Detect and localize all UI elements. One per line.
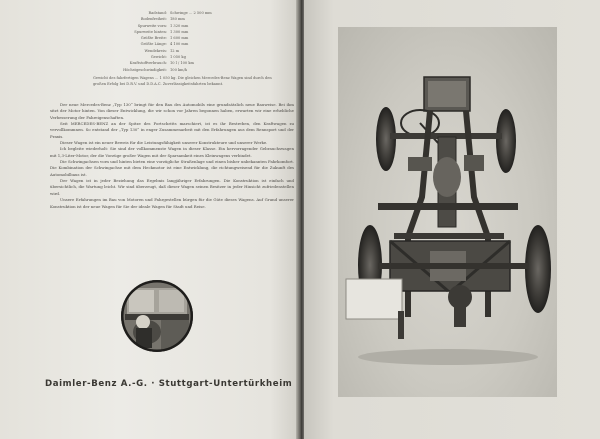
spec-value: 12 m — [170, 48, 180, 53]
body-paragraph: Seit MERCEDES-BENZ an der Spitze des Fortschritts marschiert, ist es ihr Bestreben, den Kraftwagen zu vervollkommnen. So entstand der „Typ 130“ in enger Zusammenarbeit mit den Erfahrungen aus dem Rennsport und der Praxis. — [50, 121, 294, 139]
spec-value: 180 mm — [170, 17, 185, 22]
body-text — [50, 102, 294, 210]
spec-value: 1 600 mm — [170, 36, 189, 41]
specifications-table — [85, 10, 285, 88]
spec-key: Wendekreis: — [144, 48, 167, 53]
spec-value: 1 320 mm — [170, 23, 189, 28]
body-paragraph: Ich begleite wiederholt: Sie sind der vollkommenste Wagen in dieser Klasse. Ein hervorragender Gebrauchswagen mit 1,3-Liter-Motor, der die Vorzüge großer Wagen mit der Sparsamkeit eines Kleinwagens verbindet. — [50, 146, 294, 158]
spec-value: 1 300 mm — [170, 29, 189, 34]
spec-row — [85, 67, 285, 73]
spec-value: 1 050 kg — [170, 55, 186, 60]
front-right-wheel — [496, 109, 516, 173]
spec-value: 4 100 mm — [170, 42, 189, 47]
chassis-photo-plate — [338, 27, 557, 397]
spec-key: Radstand: — [148, 11, 167, 15]
publisher-footer: Daimler-Benz A.-G. · Stuttgart-Untertürkheim — [45, 379, 293, 389]
spec-key: Kraftstoffverbrauch: — [129, 61, 167, 66]
spec-value: 100 km/h — [170, 67, 188, 72]
spec-key: Größte Länge: — [140, 42, 167, 47]
spec-note: Gewicht des fahrfertigen Wagens ... 1 050 kg. Die gleichen Mercedes-Benz Wagen sind durch den großen Erfolg bei D.R.V. und D.D.A.C. Zuverlässigkeitsfahrten bekannt. — [93, 75, 272, 87]
spec-value: 10 l / 100 km — [170, 61, 194, 66]
spec-key: Spurweite vorn: — [137, 23, 167, 28]
body-paragraph: Die Schwingachsen vorn und hinten bieten eine vorzügliche Straßenlage und einen bisher unbekannten Fahrkomfort. Die Kombination der Schwingachse mit dem Heckmotor ist eine Entwicklung, die richtungweisend für die Zukunft des Automobilbaus ist. — [50, 159, 294, 177]
chassis-photo — [338, 27, 557, 397]
spec-key: Größte Breite: — [140, 36, 167, 41]
body-paragraph: Unsere Erfahrungen im Bau von Motoren und Fahrgestellen bürgen für die Güte dieses Wagens. Auf Grund unserer Konstruktion ist der neue Wagen für Sie der ideale Wagen für Stadt und Reise. — [50, 197, 294, 209]
rear-right-wheel — [525, 225, 551, 313]
spec-key: Höchstgeschwindigkeit: — [123, 67, 167, 72]
spec-key: Spurweite hinten: — [134, 29, 167, 34]
spec-value: Schwinge ... 2 500 mm — [170, 11, 212, 15]
interior-photo — [121, 280, 193, 352]
body-paragraph: Der Wagen ist in jeder Beziehung das Ergebnis langjähriger Erfahrungen. Die Konstruktion ist einfach und übersichtlich, die Wartung leicht. Wir sind überzeugt, daß dieser Wagen seinen Besitzer in jeder Hinsicht zufriedenstellen wird. — [50, 178, 294, 196]
body-paragraph: Der neue Mercedes-Benz „Typ 130“ bringt für den Bau des Automobils eine grundsätzlich neue Bauweise. Bei ihm sitzt der Motor hinten. Von dieser Entwicklung, die wir schon vor Jahren begonnen haben, erwarten wir eine erhebliche Verbesserung der Fahreigenschaften. — [50, 102, 294, 120]
body-paragraph: Dieser Wagen ist ein neuer Beweis für die Leistungsfähigkeit unserer Konstrukteure und unserer Werke. — [60, 140, 268, 146]
spec-key: Gewicht: — [150, 55, 167, 60]
spec-key: Bodenfreiheit: — [140, 17, 167, 22]
